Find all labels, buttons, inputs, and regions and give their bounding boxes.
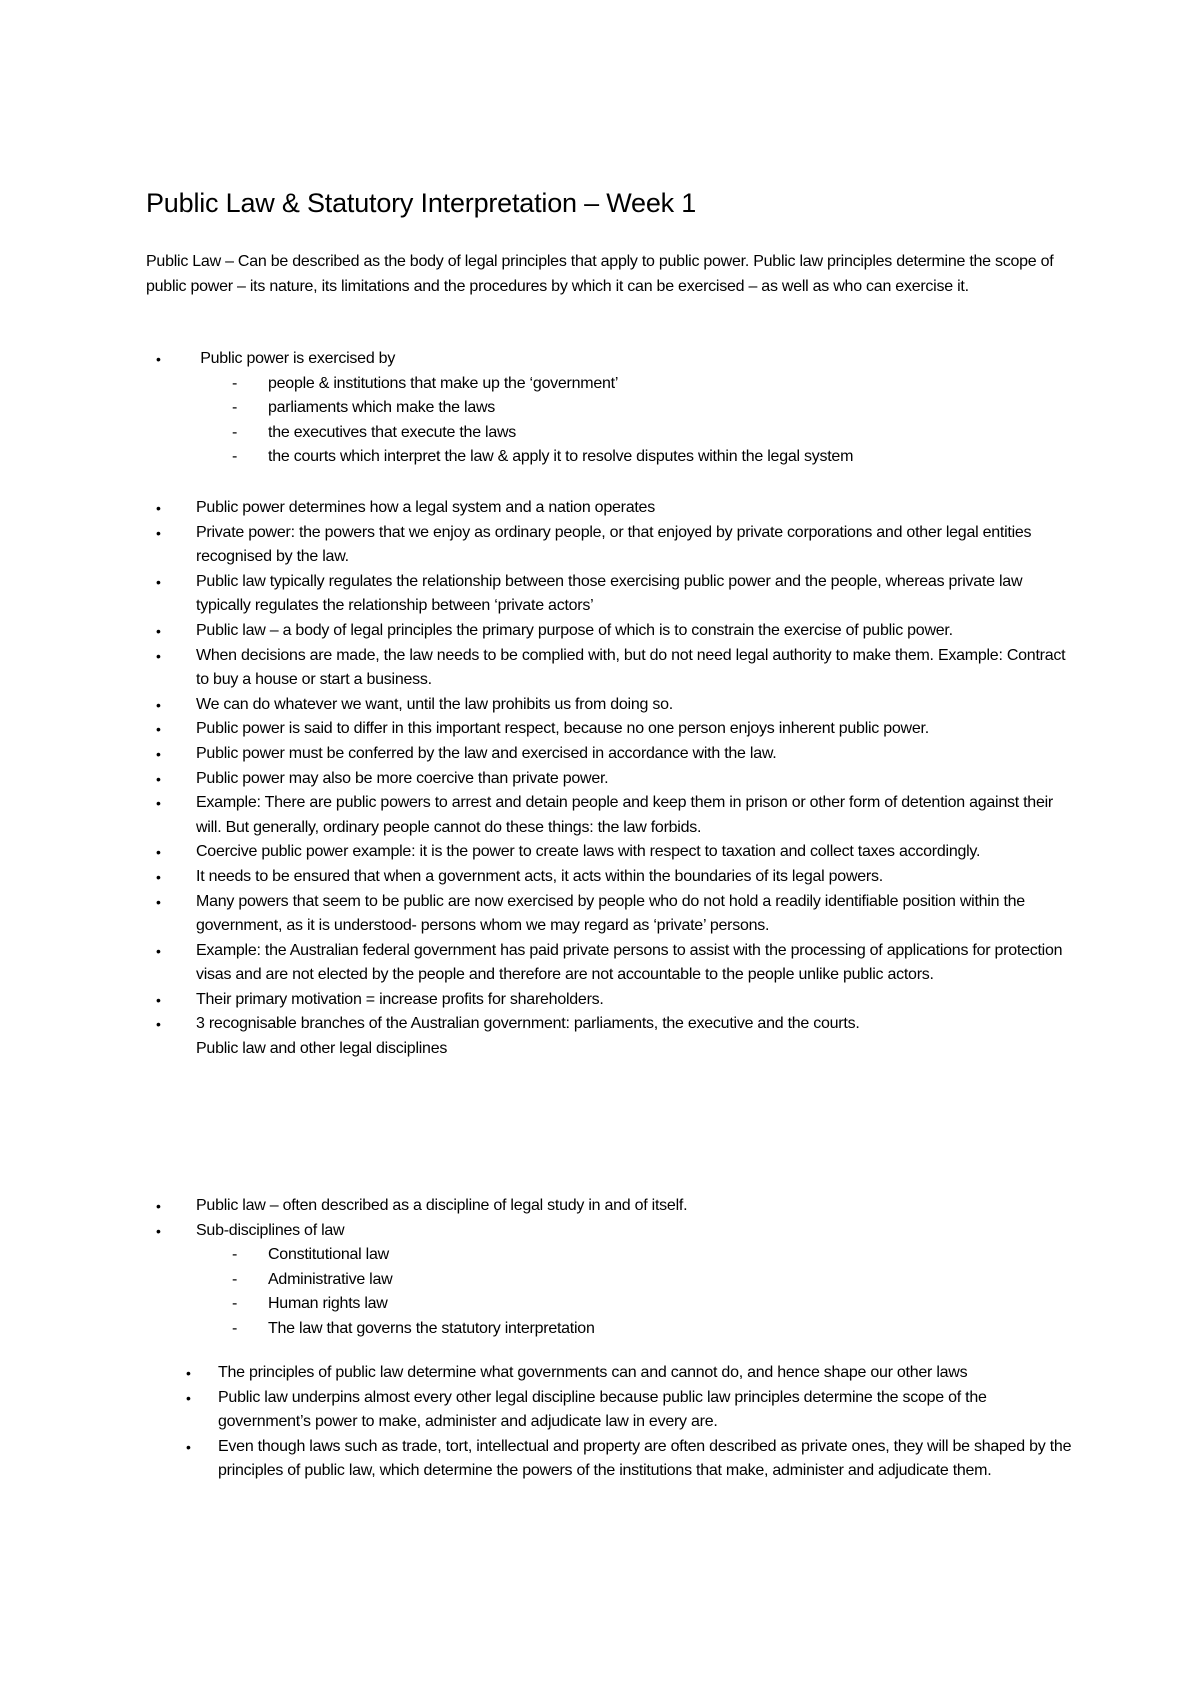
sub-list-item-text: The law that governs the statutory interpretation (268, 1319, 595, 1337)
bullet-icon: • (156, 647, 161, 664)
bullet-icon: • (156, 745, 161, 762)
list-item (156, 693, 1076, 718)
list-item-text: The principles of public law determine what governments can and cannot do, and hence shape our other laws (218, 1364, 968, 1381)
list-item-text: Public law – a body of legal principles the primary purpose of which is to constrain the exercise of public power. (196, 621, 953, 639)
dash-icon: - (232, 1246, 238, 1264)
list-item (156, 890, 1076, 939)
list-item-text: Public power must be conferred by the law and exercised in accordance with the law. (196, 744, 777, 762)
bullet-icon: • (156, 1016, 161, 1033)
bullet-icon: • (156, 795, 161, 812)
list-item-text: When decisions are made, the law needs to be complied with, but do not need legal authority to make them. Example: Contract to buy a house or start a business. (196, 646, 1066, 689)
bullet-icon: • (156, 573, 161, 590)
list-item (156, 570, 1076, 619)
sub-list-item-text: the executives that execute the laws (268, 423, 517, 441)
list-item (156, 521, 1076, 570)
list-item (156, 717, 1076, 742)
list-item-text: Public power is said to differ in this important respect, because no one person enjoys inherent public power. (196, 720, 929, 738)
bullet-icon: • (186, 1438, 191, 1455)
list-item-text: Even though laws such as trade, tort, intellectual and property are often described as private ones, they will be shaped by the principles of public law, which determine the powers of the institutions that make, administer and adjudicate them. (218, 1437, 1072, 1480)
list-item-text: Example: the Australian federal government has paid private persons to assist with the processing of applications for protection visas and are not elected by the people and therefore are not accountable to the people unlike public actors. (196, 941, 1063, 984)
sub-list-item-text: Administrative law (268, 1270, 393, 1288)
list-item (156, 767, 1076, 792)
bullet-icon: • (156, 1198, 161, 1214)
bullet-icon: • (156, 500, 161, 516)
list-item-text: 3 recognisable branches of the Australian government: parliaments, the executive and the courts. (196, 1015, 860, 1033)
list-item-text: Example: There are public powers to arrest and detain people and keep them in prison or other form of detention against their will. But generally, ordinary people cannot do these things: the law forbids. (196, 794, 1053, 836)
sub-list-item (232, 1243, 1076, 1268)
list-item (156, 1219, 1076, 1342)
bullet-icon: • (186, 1389, 191, 1406)
sub-list-item (232, 421, 1096, 446)
list-item-text: Public power determines how a legal system and a nation operates (196, 499, 655, 516)
list-item (156, 1194, 1076, 1219)
bullet-icon: • (156, 721, 161, 738)
list-item (156, 619, 1076, 644)
list-item-text: Public law typically regulates the relationship between those exercising public power and the people, whereas private law typically regulates the relationship between ‘private actors’ (196, 572, 1023, 615)
bullet-icon: • (156, 770, 161, 787)
sub-list (232, 1243, 1076, 1341)
sub-list-item (232, 445, 1096, 470)
list-item (156, 496, 1076, 521)
list-item (156, 1012, 1076, 1037)
sub-list-item-text: Human rights law (268, 1295, 388, 1313)
list-item-text: Public power is exercised by (196, 350, 396, 367)
sub-list (232, 372, 1096, 470)
list-item (186, 1386, 1078, 1435)
sub-list-item (232, 1268, 1076, 1293)
list-item (156, 644, 1076, 693)
sub-list-item-text: Constitutional law (268, 1246, 389, 1264)
list-item-text: Private power: the powers that we enjoy as ordinary people, or that enjoyed by private corporations and other legal entities recognised by the law. (196, 523, 1032, 566)
bullet-icon: • (186, 1365, 191, 1381)
bullet-icon: • (156, 868, 161, 885)
list-item (156, 988, 1076, 1013)
dash-icon: - (232, 399, 238, 417)
list-item (186, 1361, 1078, 1386)
list-item-text: It needs to be ensured that when a government acts, it acts within the boundaries of its legal powers. (196, 867, 883, 885)
sub-list-item (232, 372, 1096, 397)
list-item-text: Sub-disciplines of law (196, 1221, 345, 1239)
sub-list-item-text: people & institutions that make up the ‘government’ (268, 374, 619, 392)
sub-list-item-text: the courts which interpret the law & apply it to resolve disputes within the legal system (268, 448, 854, 466)
bullet-icon: • (156, 351, 161, 367)
bullet-icon: • (156, 991, 161, 1008)
dash-icon: - (232, 423, 238, 441)
dash-icon: - (232, 448, 238, 466)
dash-icon: - (232, 1270, 238, 1288)
section-subheading-line (196, 1037, 1076, 1062)
bullet-icon: • (156, 524, 161, 541)
list-item (156, 865, 1076, 890)
bullet-list-disciplines (156, 1194, 1076, 1342)
list-item (156, 742, 1076, 767)
sub-list-item (232, 1292, 1076, 1317)
list-item (156, 347, 1096, 470)
bullet-icon: • (156, 696, 161, 713)
list-item-text: Their primary motivation = increase profits for shareholders. (196, 990, 604, 1008)
bullet-icon: • (156, 893, 161, 910)
sub-list-item (232, 1317, 1076, 1342)
sub-list-item-text: parliaments which make the laws (268, 399, 496, 417)
intro-paragraph: Public Law – Can be described as the body of legal principles that apply to public power. Public law principles determine the scope of public power – its nature, its limitations and the procedures by which it can be exercised – as well as who can exercise it. (146, 253, 1054, 295)
list-item-text: Public law underpins almost every other legal discipline because public law principles determine the scope of the government’s power to make, administer and adjudicate law in every are. (218, 1388, 987, 1431)
list-item (156, 939, 1076, 988)
sub-list-item (232, 396, 1096, 421)
dash-icon: - (232, 374, 238, 392)
list-item-text: Public power may also be more coercive than private power. (196, 769, 609, 787)
list-item (186, 1435, 1078, 1484)
bullet-icon: • (156, 1222, 161, 1239)
list-item-text: Coercive public power example: it is the power to create laws with respect to taxation and collect taxes accordingly. (196, 843, 981, 861)
bullet-list-principles (186, 1361, 1078, 1484)
list-item-text: Many powers that seem to be public are now exercised by people who do not hold a readily identifiable position within the government, as it is understood- persons whom we may regard as ‘private’ persons. (196, 892, 1025, 935)
bullet-list-main (156, 496, 1076, 1062)
bullet-list-public-power (156, 347, 1096, 470)
list-item (156, 791, 1076, 840)
dash-icon: - (232, 1295, 238, 1313)
bullet-icon: • (156, 844, 161, 861)
list-item-text: Public law – often described as a discipline of legal study in and of itself. (196, 1197, 688, 1214)
page-title: Public Law & Statutory Interpretation – Week 1 (146, 188, 697, 218)
dash-icon: - (232, 1319, 238, 1337)
bullet-icon: • (156, 942, 161, 959)
bullet-icon: • (156, 622, 161, 639)
list-item (156, 840, 1076, 865)
section-subheading: Public law and other legal disciplines (196, 1040, 448, 1058)
list-item-text: We can do whatever we want, until the law prohibits us from doing so. (196, 695, 673, 713)
